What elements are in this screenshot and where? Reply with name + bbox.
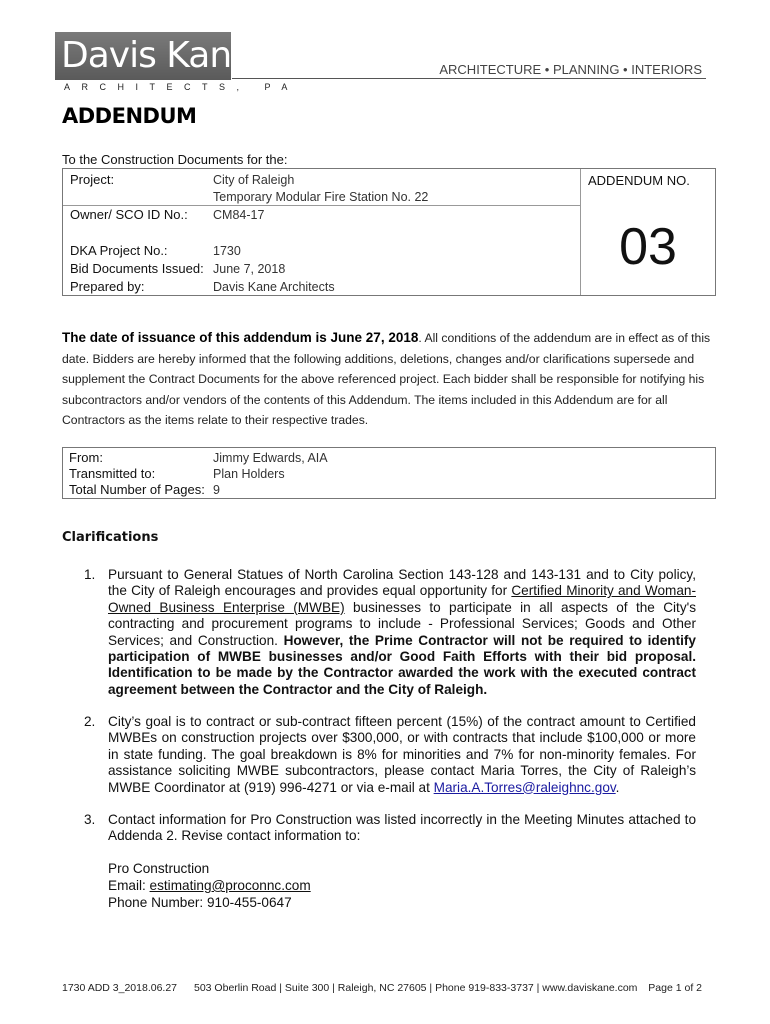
logo-subtitle: ARCHITECTS, PA (64, 82, 299, 92)
dka-label: DKA Project No.: (70, 243, 168, 258)
project-value-2: Temporary Modular Fire Station No. 22 (213, 190, 429, 204)
owner-row (70, 207, 264, 222)
item-bold-text: However, the Prime Contractor will not be required to identify participation of MWBE businesses and/or Good Faith Efforts with their bid proposal. Identification to be made by the Contractor awarded the work with the executed contract agreement between the Contractor and the City of Raleigh. (108, 632, 696, 697)
project-row-2 (70, 189, 428, 204)
from-value: Jimmy Edwards, AIA (213, 451, 328, 465)
item-text: City’s goal is to contract or sub-contract fifteen percent (15%) of the contract amount to Certified MWBEs on construction projects over $300,000, or with contracts that include $100,000 or more in state funding. The goal breakdown is 8% for minorities and 7% for non-minority females. For assistance soliciting MWBE subcontractors, please contact Maria Torres, the City of Raleigh’s MWBE Coordinator at (919) 996-4271 or via e-mail at (108, 714, 696, 795)
section-heading: Clarifications (62, 530, 159, 545)
prepared-row (70, 279, 335, 294)
owner-value: CM84-17 (213, 208, 265, 222)
bid-label: Bid Documents Issued: (70, 261, 204, 276)
owner-label: Owner/ SCO ID No.: (70, 207, 188, 222)
bid-row (70, 261, 285, 276)
issuance-date-lead: The date of issuance of this addendum is June 27, 2018 (62, 330, 419, 345)
mwbe-underlined-text: Certified Minority and Woman-Owned Business Enterprise (MWBE) (108, 583, 696, 615)
item-text-end: . (615, 779, 620, 795)
project-info-box (62, 168, 716, 296)
email-link[interactable]: Maria.A.Torres@raleighnc.gov (433, 779, 616, 795)
logo-text: Davis Kane (61, 35, 253, 76)
contact-name: Pro Construction (108, 861, 210, 876)
intro-text: To the Construction Documents for the: (62, 152, 288, 167)
transmitted-label: Transmitted to: (69, 466, 156, 481)
footer-doc-id: 1730 ADD 3_2018.06.27 (62, 982, 178, 994)
project-row (70, 172, 294, 187)
page-title: ADDENDUM (62, 104, 197, 128)
list-item (84, 714, 696, 796)
project-value-1: City of Raleigh (213, 173, 295, 187)
item-text: Contact information for Pro Construction was listed incorrectly in the Meeting Minutes attached to Addenda 2. Revise contact information to: (108, 812, 696, 844)
row-divider (63, 205, 580, 206)
contact-email-link[interactable]: estimating@proconnc.com (149, 878, 311, 893)
item-number: 2. (84, 714, 96, 729)
header-divider (232, 78, 706, 79)
prepared-label: Prepared by: (70, 279, 145, 294)
issuance-text: . All conditions of the addendum are in effect as of this date. Bidders are hereby informed that the following additions, deletions, changes and/or clarifications supersede and supplement the Contract Documents for the above referenced project. Each bidder shall be responsible for notifying his subcontractors and/or vendors of the contents of this Addendum. The items included in this Addendum are for all Contractors as the items relate to their respective trades. (62, 331, 711, 427)
item-text-continued: businesses to participate in all aspects of the City's contracting and procurement programs to include - Professional Services; Goods and Other Services; and Construction. (108, 599, 697, 648)
footer-address: 503 Oberlin Road | Suite 300 | Raleigh, NC 27605 | Phone 919-833-3737 | www.daviskane.com (194, 982, 638, 994)
contact-phone: Phone Number: 910-455-0647 (108, 895, 292, 910)
list-item (84, 567, 696, 698)
from-label: From: (69, 450, 103, 465)
company-logo (55, 32, 253, 80)
item-number: 3. (84, 812, 96, 827)
item-number: 1. (84, 567, 96, 582)
contact-email-label: Email: (108, 878, 150, 893)
list-item (84, 812, 696, 845)
pages-label: Total Number of Pages: (69, 482, 205, 497)
item-body (108, 567, 696, 698)
item-text: Pursuant to General Statues of North Carolina Section 143-128 and 143-131 and to City policy, the City of Raleigh encourages and provides equal opportunity for (108, 567, 696, 599)
contact-block (108, 860, 311, 911)
project-details (63, 169, 581, 295)
from-row (69, 450, 328, 465)
pages-row (69, 482, 220, 497)
dka-value: 1730 (213, 244, 241, 258)
transmitted-row (69, 466, 285, 481)
issuance-paragraph (62, 328, 716, 431)
item-body (108, 812, 696, 845)
dka-row (70, 243, 241, 258)
bid-value: June 7, 2018 (213, 262, 286, 276)
transmitted-value: Plan Holders (213, 467, 285, 481)
header-tagline: ARCHITECTURE • PLANNING • INTERIORS (439, 62, 702, 77)
prepared-value: Davis Kane Architects (213, 280, 335, 294)
transmittal-box (62, 447, 716, 499)
addendum-number: 03 (619, 218, 677, 276)
contact-email-line (108, 877, 311, 894)
addendum-number-label: ADDENDUM NO. (588, 173, 690, 188)
item-body (108, 714, 696, 796)
pages-value: 9 (213, 483, 220, 497)
footer-page-number: Page 1 of 2 (648, 982, 702, 994)
project-label: Project: (70, 172, 115, 187)
